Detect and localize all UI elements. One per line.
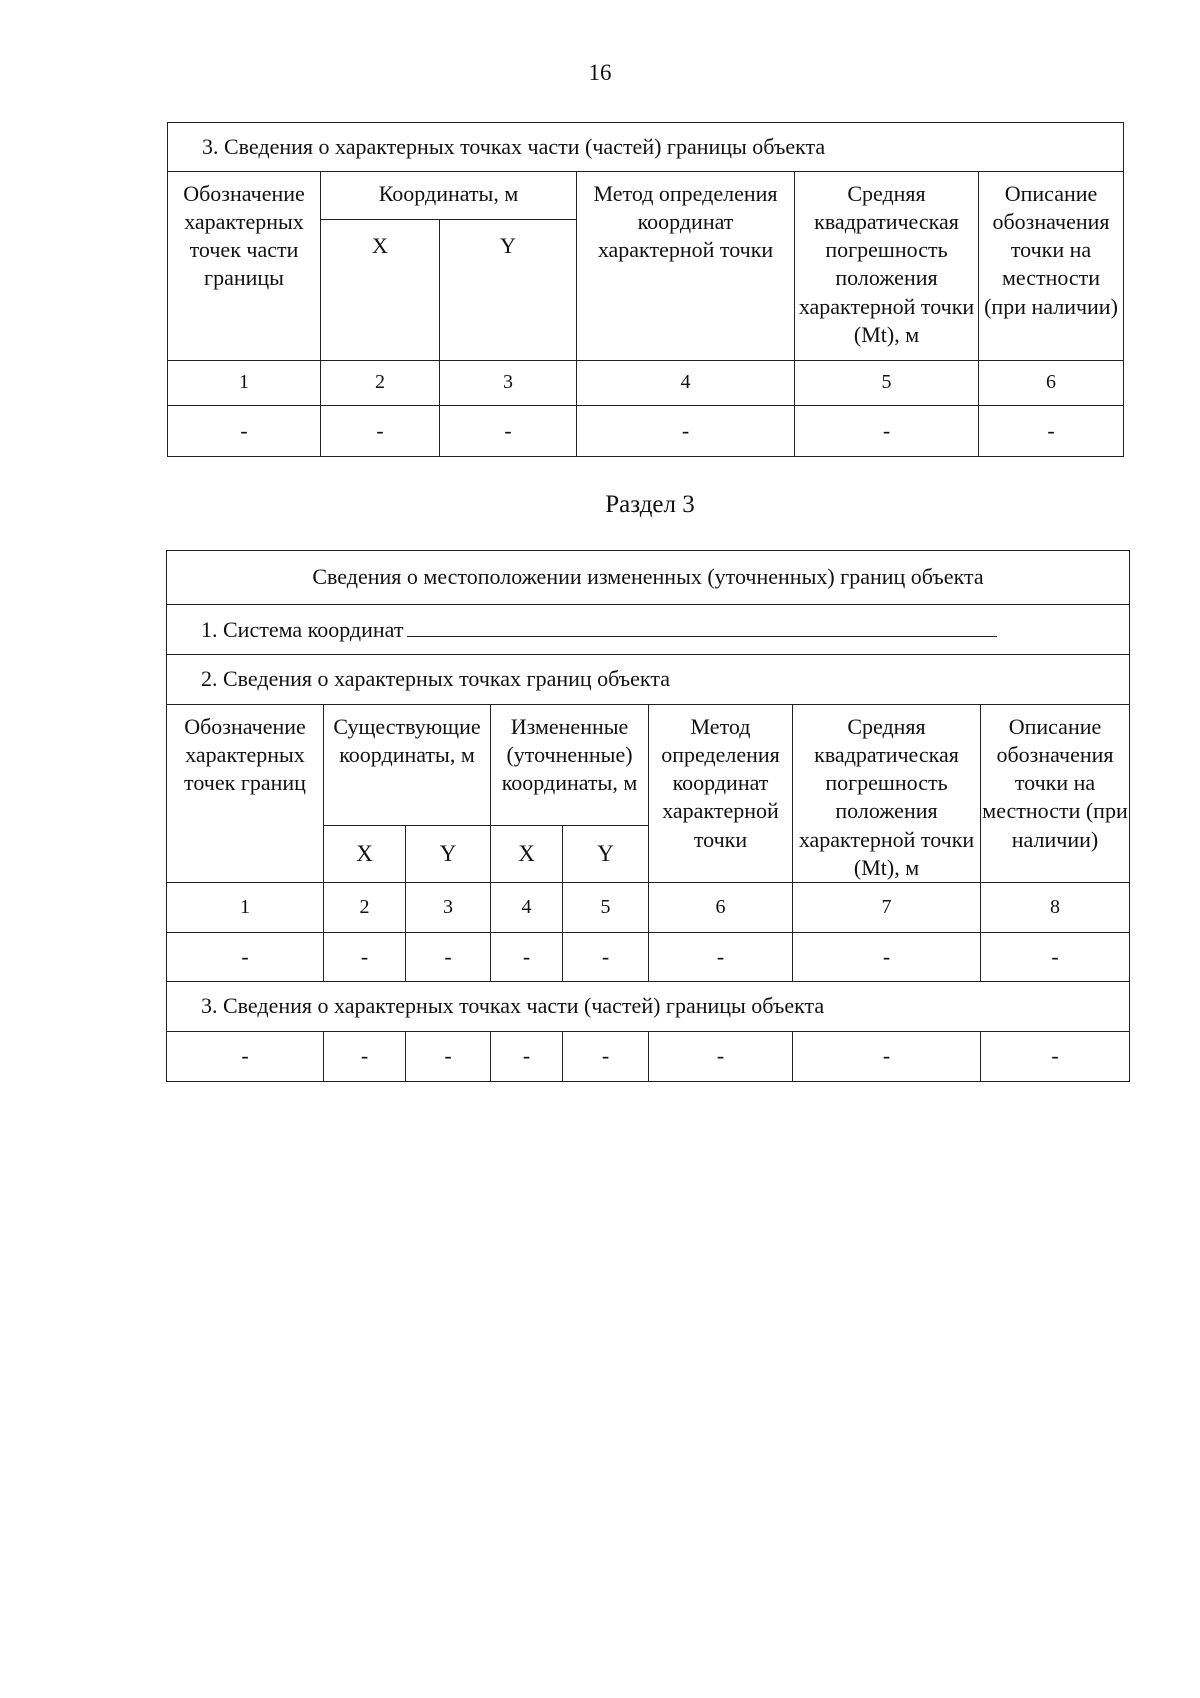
table-cell: - bbox=[440, 406, 577, 457]
column-number: 5 bbox=[563, 882, 649, 932]
table-cell: - bbox=[563, 932, 649, 981]
parts-title: 3. Сведения о характерных точках части (частей) границы объекта bbox=[167, 981, 1130, 1031]
header-existing-coordinates: Существующие координаты, м bbox=[324, 705, 491, 826]
header-method: Метод определения координат характерной точки bbox=[577, 172, 795, 361]
changed-boundaries-table bbox=[166, 550, 1130, 1082]
column-number: 3 bbox=[406, 882, 491, 932]
points-title: 2. Сведения о характерных точках границ объекта bbox=[167, 655, 1130, 705]
column-number: 2 bbox=[324, 882, 406, 932]
table-cell: - bbox=[563, 1031, 649, 1081]
header-x: X bbox=[324, 826, 406, 883]
table-cell: - bbox=[491, 932, 563, 981]
table-cell: - bbox=[981, 932, 1130, 981]
header-description: Описание обозначения точки на местности (при наличии) bbox=[981, 705, 1130, 883]
column-number: 4 bbox=[491, 882, 563, 932]
coordinate-system-blank bbox=[407, 614, 997, 637]
header-y: Y bbox=[440, 220, 577, 361]
table-cell: - bbox=[979, 406, 1124, 457]
table-cell: - bbox=[324, 1031, 406, 1081]
table-cell: - bbox=[649, 1031, 793, 1081]
table-title: 3. Сведения о характерных точках части (частей) границы объекта bbox=[168, 123, 1124, 172]
table-cell: - bbox=[167, 932, 324, 981]
section-title: Раздел 3 bbox=[605, 491, 695, 518]
header-x: X bbox=[321, 220, 440, 361]
table-cell: - bbox=[321, 406, 440, 457]
header-error: Средняя квадратическая погрешность положения характерной точки (Mt), м bbox=[793, 705, 981, 883]
header-error: Средняя квадратическая погрешность положения характерной точки (Mt), м bbox=[795, 172, 979, 361]
table-cell: - bbox=[795, 406, 979, 457]
header-description: Описание обозначения точки на местности (при наличии) bbox=[979, 172, 1124, 361]
table-cell: - bbox=[167, 1031, 324, 1081]
table-cell: - bbox=[649, 932, 793, 981]
column-number: 7 bbox=[793, 882, 981, 932]
column-number: 5 bbox=[795, 361, 979, 406]
header-coordinates: Координаты, м bbox=[321, 172, 577, 220]
header-x: X bbox=[491, 826, 563, 883]
column-number: 6 bbox=[979, 361, 1124, 406]
table-cell: - bbox=[324, 932, 406, 981]
column-number: 8 bbox=[981, 882, 1130, 932]
table-cell: - bbox=[577, 406, 795, 457]
column-number: 4 bbox=[577, 361, 795, 406]
column-number: 3 bbox=[440, 361, 577, 406]
table-cell: - bbox=[491, 1031, 563, 1081]
table-title: Сведения о местоположении измененных (уточненных) границ объекта bbox=[167, 551, 1130, 605]
table-cell: - bbox=[406, 1031, 491, 1081]
header-method: Метод определения координат характерной точки bbox=[649, 705, 793, 883]
header-y: Y bbox=[563, 826, 649, 883]
table-cell: - bbox=[406, 932, 491, 981]
table-cell: - bbox=[168, 406, 321, 457]
header-designation: Обозначение характерных точек границ bbox=[167, 705, 324, 883]
coordinate-system-label: 1. Система координат bbox=[201, 617, 404, 643]
header-designation: Обозначение характерных точек части границы bbox=[168, 172, 321, 361]
column-number: 1 bbox=[168, 361, 321, 406]
part-boundary-points-table bbox=[167, 122, 1124, 457]
header-y: Y bbox=[406, 826, 491, 883]
column-number: 1 bbox=[167, 882, 324, 932]
table-cell: - bbox=[981, 1031, 1130, 1081]
header-changed-coordinates: Измененные (уточненные) координаты, м bbox=[491, 705, 649, 826]
table-cell: - bbox=[793, 932, 981, 981]
table-cell: - bbox=[793, 1031, 981, 1081]
column-number: 6 bbox=[649, 882, 793, 932]
page-number: 16 bbox=[588, 60, 612, 85]
coordinate-system-row bbox=[167, 605, 1130, 655]
column-number: 2 bbox=[321, 361, 440, 406]
